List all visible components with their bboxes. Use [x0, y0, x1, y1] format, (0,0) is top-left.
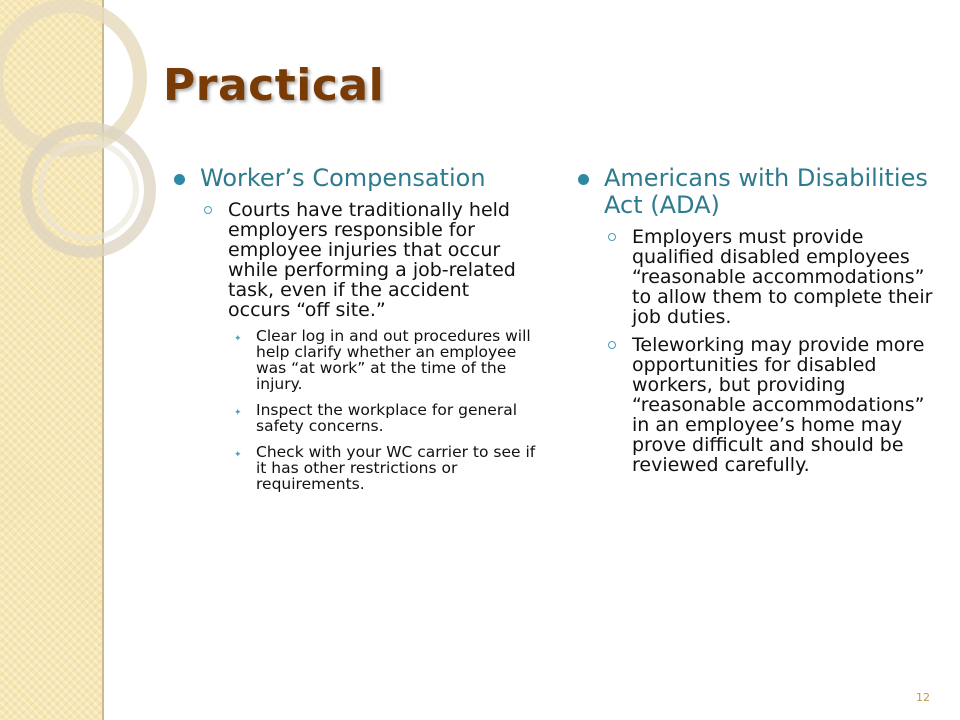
sub-bullet-teleworking [576, 335, 936, 475]
detail-text: Clear log in and out procedures will help clarify whether an employee was “at work” at the time of the injury. [256, 327, 531, 393]
detail-bullet-inspect [172, 402, 537, 434]
small-bullet-icon: ✦ [234, 450, 242, 460]
ring-bullet-icon [608, 341, 616, 349]
left-column [172, 165, 537, 502]
bullet-dot-icon [578, 174, 589, 185]
detail-bullet-log [172, 328, 537, 392]
sub-bullet-employers [576, 227, 936, 327]
sub-bullet-text: Employers must provide qualified disabled employees “reasonable accommodations” to allow them to complete their job duties. [632, 226, 933, 328]
sub-bullet-text: Courts have traditionally held employers responsible for employee injuries that occur while performing a job-related task, even if the accident occurs “off site.” [228, 199, 516, 321]
small-bullet-icon: ✦ [234, 408, 242, 418]
heading-text: Worker’s Compensation [200, 164, 486, 192]
heading-text: Americans with Disabilities Act (ADA) [604, 164, 928, 219]
sidebar-texture [0, 0, 104, 720]
bullet-dot-icon [174, 174, 185, 185]
right-column [576, 165, 936, 483]
small-bullet-icon: ✦ [234, 334, 242, 344]
ring-bullet-icon [204, 206, 212, 214]
sub-bullet-courts [172, 200, 537, 320]
detail-text: Inspect the workplace for general safety concerns. [256, 401, 518, 435]
bullet-workers-compensation [172, 165, 537, 192]
sub-bullet-text: Teleworking may provide more opportunities for disabled workers, but providing “reasonable accommodations” in an employee’s home may prove difficult and should be reviewed carefully. [632, 334, 925, 476]
bullet-ada [576, 165, 936, 219]
slide-title: Practical [163, 60, 385, 111]
ring-bullet-icon [608, 233, 616, 241]
page-number: 12 [916, 691, 930, 704]
detail-bullet-carrier [172, 444, 537, 492]
detail-text: Check with your WC carrier to see if it has other restrictions or requirements. [256, 443, 536, 493]
